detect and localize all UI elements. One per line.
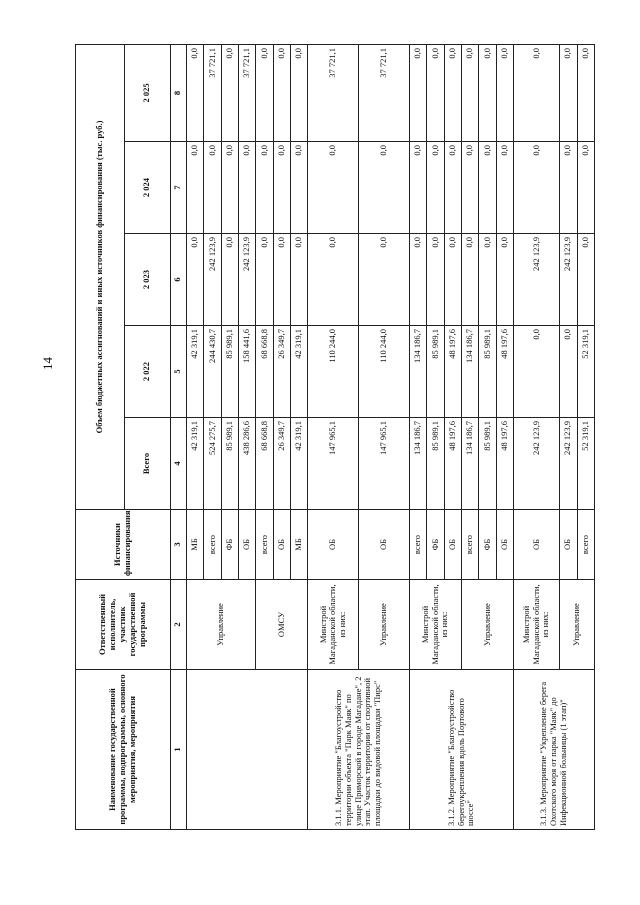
value-cell: 0,0 — [427, 142, 444, 234]
value-cell: 0,0 — [238, 142, 255, 234]
value-cell: 0,0 — [186, 44, 203, 141]
source-cell: всего — [461, 510, 478, 580]
source-cell: всего — [409, 510, 426, 580]
value-cell: 0,0 — [577, 142, 595, 234]
value-cell: 242 123,9 — [513, 234, 559, 326]
value-cell: 0,0 — [461, 234, 478, 326]
value-cell: 0,0 — [308, 234, 359, 326]
value-cell: 0,0 — [186, 142, 203, 234]
value-cell: 85 989,1 — [221, 326, 238, 418]
value-cell: 85 989,1 — [479, 418, 496, 510]
value-cell: 0,0 — [273, 44, 290, 141]
source-cell: ФБ — [427, 510, 444, 580]
value-cell: 0,0 — [409, 44, 426, 141]
value-cell: 0,0 — [221, 44, 238, 141]
source-cell: ФБ — [479, 510, 496, 580]
executor-cell: Управление — [359, 580, 410, 670]
value-cell: 134 186,7 — [409, 326, 426, 418]
col-number: 1 — [170, 670, 186, 830]
executor-cell: Минстрой Магаданской области, из них: — [409, 580, 461, 670]
page-number: 14 — [40, 357, 55, 370]
value-cell: 0,0 — [359, 234, 410, 326]
value-cell: 68 668,8 — [256, 418, 273, 510]
activity-name-3-1-3: 3.1.3. Мероприятие "Укрепление берега Охотского моря от парка "Маяк" до Инфекционной больницы (1 этап)" — [513, 670, 594, 830]
value-cell: 0,0 — [427, 44, 444, 141]
value-cell: 48 197,6 — [496, 326, 513, 418]
value-cell: 85 989,1 — [427, 326, 444, 418]
value-cell: 0,0 — [461, 44, 478, 141]
value-cell: 0,0 — [513, 44, 559, 141]
header-total: Всего — [124, 418, 170, 510]
source-cell: ОБ — [359, 510, 410, 580]
value-cell: 438 286,6 — [238, 418, 255, 510]
value-cell: 0,0 — [577, 234, 595, 326]
value-cell: 147 965,1 — [359, 418, 410, 510]
source-cell: МБ — [186, 510, 203, 580]
value-cell: 134 186,7 — [409, 418, 426, 510]
source-cell: ОБ — [444, 510, 461, 580]
source-cell: МБ — [290, 510, 307, 580]
value-cell: 242 123,9 — [560, 418, 577, 510]
value-cell: 110 244,0 — [308, 326, 359, 418]
value-cell: 0,0 — [560, 44, 577, 141]
value-cell: 0,0 — [560, 142, 577, 234]
source-cell: ОБ — [513, 510, 559, 580]
value-cell: 42 319,1 — [290, 326, 307, 418]
value-cell: 52 319,1 — [577, 418, 595, 510]
value-cell: 37 721,1 — [308, 44, 359, 141]
col-number: 6 — [170, 234, 186, 326]
source-cell: ОБ — [560, 510, 577, 580]
value-cell: 42 319,1 — [186, 326, 203, 418]
value-cell: 0,0 — [221, 234, 238, 326]
value-cell: 524 275,7 — [204, 418, 221, 510]
value-cell: 26 349,7 — [273, 418, 290, 510]
value-cell: 0,0 — [359, 142, 410, 234]
value-cell: 0,0 — [479, 44, 496, 141]
source-cell: всего — [256, 510, 273, 580]
value-cell: 0,0 — [577, 44, 595, 141]
value-cell: 0,0 — [461, 142, 478, 234]
value-cell: 134 186,7 — [461, 418, 478, 510]
financing-table — [75, 44, 595, 830]
value-cell: 26 349,7 — [273, 326, 290, 418]
value-cell: 0,0 — [560, 326, 577, 418]
source-cell: ОБ — [238, 510, 255, 580]
header-source: Источники финансирования — [76, 510, 171, 580]
value-cell: 0,0 — [409, 142, 426, 234]
value-cell: 0,0 — [290, 234, 307, 326]
value-cell: 0,0 — [496, 234, 513, 326]
value-cell: 0,0 — [308, 142, 359, 234]
value-cell: 0,0 — [256, 234, 273, 326]
col-number: 8 — [170, 44, 186, 141]
value-cell: 0,0 — [496, 44, 513, 141]
value-cell: 0,0 — [204, 142, 221, 234]
value-cell: 0,0 — [186, 234, 203, 326]
executor-cell: Управление — [461, 580, 513, 670]
source-cell: всего — [577, 510, 595, 580]
value-cell: 0,0 — [479, 142, 496, 234]
value-cell: 85 989,1 — [221, 418, 238, 510]
col-number: 5 — [170, 326, 186, 418]
value-cell: 242 123,9 — [204, 234, 221, 326]
header-name: Наименование государственной программы, подпрограммы, основного мероприятия, мероприятия — [76, 670, 171, 830]
value-cell: 242 123,9 — [560, 234, 577, 326]
col-number: 3 — [170, 510, 186, 580]
value-cell: 134 186,7 — [461, 326, 478, 418]
value-cell: 0,0 — [273, 234, 290, 326]
value-cell: 0,0 — [409, 234, 426, 326]
value-cell: 48 197,6 — [496, 418, 513, 510]
value-cell: 48 197,6 — [444, 326, 461, 418]
value-cell: 0,0 — [496, 142, 513, 234]
value-cell: 158 441,6 — [238, 326, 255, 418]
value-cell: 48 197,6 — [444, 418, 461, 510]
value-cell: 0,0 — [513, 142, 559, 234]
value-cell: 68 668,8 — [256, 326, 273, 418]
source-cell: ОБ — [308, 510, 359, 580]
value-cell: 52 319,1 — [577, 326, 595, 418]
header-2024: 2 024 — [124, 142, 170, 234]
executor-cell: Минстрой Магаданской области, из них: — [308, 580, 359, 670]
header-2025: 2 025 — [124, 44, 170, 141]
executor-cell: Минстрой Магаданской области, из них: — [513, 580, 559, 670]
value-cell: 242 123,9 — [238, 234, 255, 326]
rotated-table-container — [75, 45, 595, 830]
value-cell: 110 244,0 — [359, 326, 410, 418]
value-cell: 37 721,1 — [359, 44, 410, 141]
value-cell: 147 965,1 — [308, 418, 359, 510]
value-cell: 37 721,1 — [204, 44, 221, 141]
value-cell: 0,0 — [290, 44, 307, 141]
source-cell: ОБ — [496, 510, 513, 580]
value-cell: 0,0 — [444, 142, 461, 234]
value-cell: 0,0 — [444, 234, 461, 326]
value-cell: 0,0 — [427, 234, 444, 326]
activity-name-3-1-1: 3.1.1. Мероприятие "Благоустройство территории объекта "Парк Маяк" по улице Приморской в городе Магадане", 2 этап. Участок территории от спортивной площадки до видовой площадки "Пирс" — [308, 670, 410, 830]
executor-cell: Управление — [560, 580, 595, 670]
value-cell: 0,0 — [290, 142, 307, 234]
value-cell: 0,0 — [513, 326, 559, 418]
value-cell: 0,0 — [479, 234, 496, 326]
header-2023: 2 023 — [124, 234, 170, 326]
source-cell: всего — [204, 510, 221, 580]
header-volume: Объем бюджетных ассигнований и иных источников финансирования (тыс. руб.) — [76, 44, 125, 509]
value-cell: 0,0 — [256, 142, 273, 234]
col-number: 4 — [170, 418, 186, 510]
col-number: 7 — [170, 142, 186, 234]
value-cell: 37 721,1 — [238, 44, 255, 141]
col-number: 2 — [170, 580, 186, 670]
value-cell: 85 989,1 — [479, 326, 496, 418]
value-cell: 0,0 — [256, 44, 273, 141]
name-cell-empty — [186, 670, 307, 830]
source-cell: ОБ — [273, 510, 290, 580]
value-cell: 42 319,1 — [186, 418, 203, 510]
executor-cell: ОМСУ — [256, 580, 308, 670]
value-cell: 244 430,7 — [204, 326, 221, 418]
header-2022: 2 022 — [124, 326, 170, 418]
value-cell: 42 319,1 — [290, 418, 307, 510]
executor-cell: Управление — [186, 580, 255, 670]
value-cell: 0,0 — [273, 142, 290, 234]
value-cell: 0,0 — [221, 142, 238, 234]
header-executor: Ответственный исполнитель, участник государственной программы — [76, 580, 171, 670]
activity-name-3-1-2: 3.1.2. Мероприятие "Благоустройство берегоукрепления вдоль Портового шоссе" — [409, 670, 513, 830]
value-cell: 0,0 — [444, 44, 461, 141]
value-cell: 85 989,1 — [427, 418, 444, 510]
source-cell: ФБ — [221, 510, 238, 580]
value-cell: 242 123,9 — [513, 418, 559, 510]
